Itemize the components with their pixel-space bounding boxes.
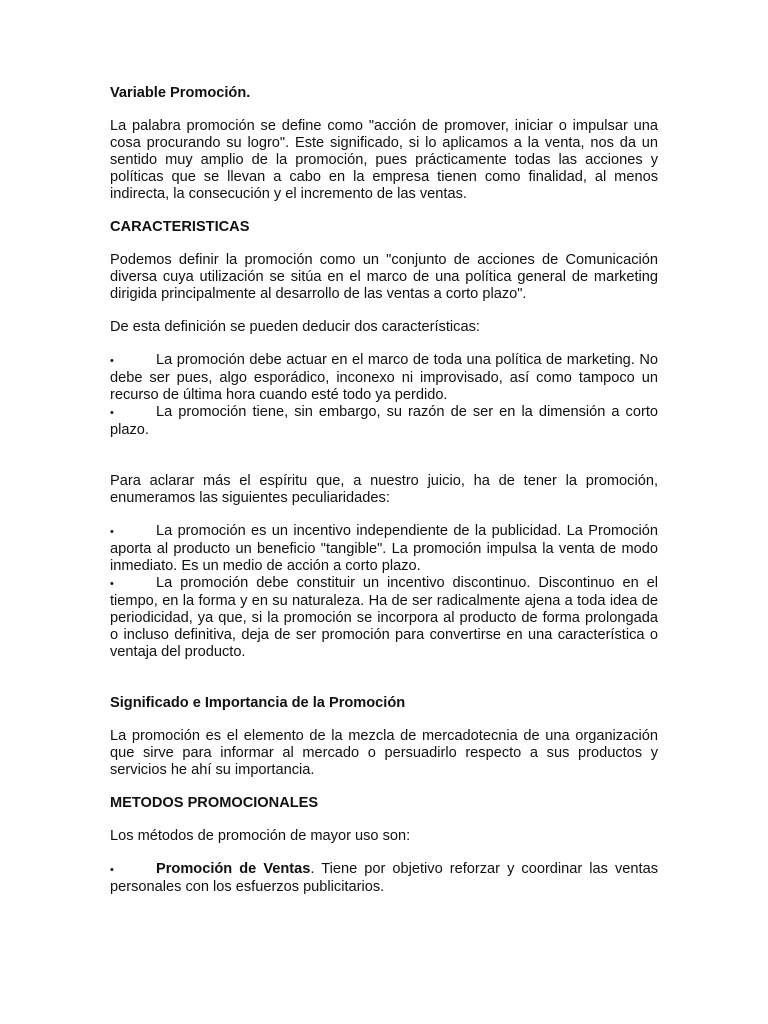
list-item-text: La promoción debe actuar en el marco de toda una política de marketing. No debe ser pues, algo esporádico, inconexo ni improvisado, así como tampoco un recurso de última hora cuando esté todo ya perdido. [110,352,658,403]
list-item [110,404,658,439]
list-item-bold-term: Promoción de Ventas [156,861,311,877]
significado-heading: Significado e Importancia de la Promoción [110,695,406,711]
intro-paragraph: La palabra promoción se define como "acción de promover, iniciar o impulsar una cosa procurando su logro". Este significado, si lo aplicamos a la venta, nos da un sentido muy amplio de la promoción, pues prácticamente todas las acciones y políticas que se llevan a cabo en la empresa tienen como finalidad, al menos indirecta, la consecución y el incremento de las ventas. [110,118,658,202]
list-item-text: La promoción tiene, sin embargo, su razón de ser en la dimensión a corto plazo. [110,404,658,438]
caracteristicas-heading: CARACTERISTICAS [110,219,250,235]
list-item [110,861,658,896]
caracteristicas-paragraph-1: Podemos definir la promoción como un "conjunto de acciones de Comunicación diversa cuya utilización se sitúa en el marco de una política general de marketing dirigida principalmente al desarrollo de las ventas a corto plazo". [110,252,658,302]
list-item [110,523,658,575]
list-item-text: . Tiene por objetivo reforzar y coordinar las ventas personales con los esfuerzos publicitarios. [110,861,658,895]
list-item [110,352,658,404]
list-item-text: La promoción debe constituir un incentivo discontinuo. Discontinuo en el tiempo, en la forma y en su naturaleza. Ha de ser radicalmente ajena a toda idea de periodicidad, ya que, si la promoción se incorpora al producto de forma prolongada o incluso definitiva, deja de ser promoción para convertirse en una característica o ventaja del producto. [110,575,658,660]
bullet-icon: • [110,355,114,367]
metodos-paragraph: Los métodos de promoción de mayor uso son: [110,828,411,844]
list-item-text: La promoción es un incentivo independiente de la publicidad. La Promoción aporta al producto un beneficio "tangible". La promoción impulsa la venta de modo inmediato. Es un medio de acción a corto plazo. [110,523,658,574]
caracteristicas-paragraph-3: Para aclarar más el espíritu que, a nuestro juicio, ha de tener la promoción, enumeramos las siguientes peculiaridades: [110,473,658,506]
list-item [110,575,658,661]
document-title: Variable Promoción. [110,85,251,101]
document-page [110,85,658,896]
metodos-heading: METODOS PROMOCIONALES [110,795,319,811]
bullet-icon: • [110,578,114,590]
significado-paragraph: La promoción es el elemento de la mezcla de mercadotecnia de una organización que sirve para informar al mercado o persuadirlo respecto a sus productos y servicios he ahí su importancia. [110,728,658,778]
bullet-icon: • [110,864,114,876]
caracteristicas-paragraph-2: De esta definición se pueden deducir dos características: [110,319,480,335]
bullet-icon: • [110,526,114,538]
bullet-icon: • [110,407,114,419]
